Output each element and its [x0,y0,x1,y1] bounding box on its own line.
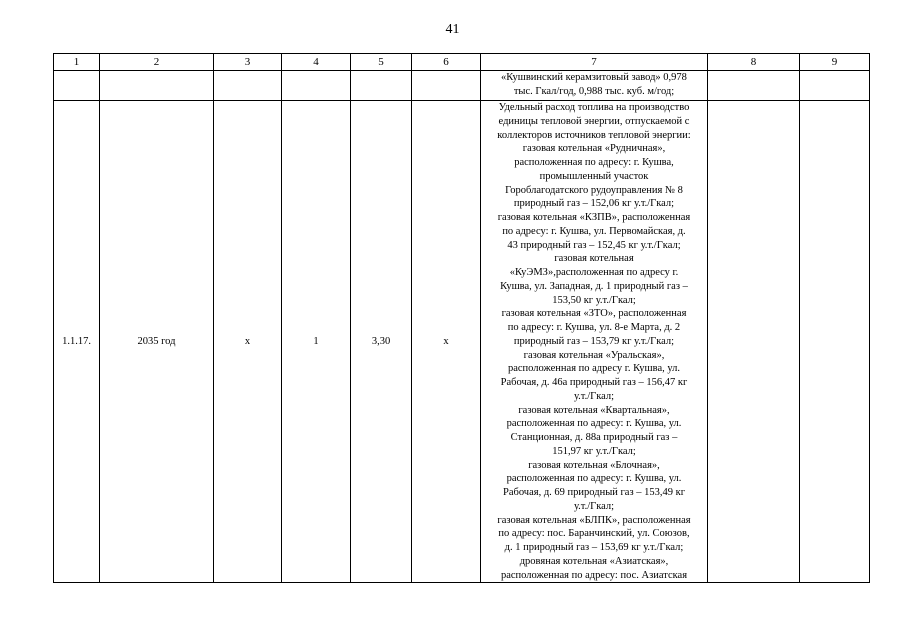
description-line: по адресу: пос. Баранчинский, ул. Союзов, [498,528,690,540]
cont-cell-9 [800,71,870,101]
description-line: газовая котельная «ЗТО», расположенная [501,308,687,320]
cont-cell-6 [412,71,481,101]
description-line: расположенная по адресу: г. Кушва, ул. [506,473,682,485]
row-number-cell: 1.1.17. [54,101,100,583]
year-cell: 2035 год [100,101,214,583]
cont-description-line: тыс. Гкал/год, 0,988 тыс. куб. м/год; [513,85,675,97]
description-line: по адресу: г. Кушва, ул. 8-е Марта, д. 2 [507,322,681,333]
description-line: «КуЭМЗ»,расположенная по адресу г. [509,267,679,278]
description-line: газовая котельная «Уральская», [523,349,665,361]
description-line: единицы тепловой энергии, отпускаемой с [498,115,690,127]
description-line: расположенная по адресу: г. Кушва, ул. [506,418,682,430]
col9-cell [800,101,870,583]
header-col-7: 7 [481,54,708,71]
description-line: Удельный расход топлива на производство [498,102,690,113]
header-col-1: 1 [54,54,100,71]
description-line: по адресу: г. Кушва, ул. Первомайская, д. [502,225,686,237]
cont-cell-3 [214,71,282,101]
table-header-row [54,54,870,71]
description-line: Гороблагодатского рудоуправления № 8 [505,184,683,196]
cont-cell-5 [351,71,412,101]
description-line: у.т./Гкал; [573,390,615,402]
page-number: 41 [445,22,460,37]
header-col-8: 8 [708,54,800,71]
description-line: природный газ – 152,06 кг у.т./Гкал; [513,198,675,210]
header-col-4: 4 [282,54,351,71]
description-line: расположенная по адресу: г. Кушва, [514,157,674,168]
col5-cell: 3,30 [351,101,412,583]
description-line: Рабочая, д. 69 природный газ – 153,49 кг [502,487,686,498]
data-table [53,53,870,583]
cont-description-line: «Кушвинский керамзитовый завод» 0,978 [501,72,687,83]
description-cell [481,101,708,583]
description-line: газовая котельная «БЛПК», расположенная [497,514,691,526]
table-row-1-1-17 [54,101,870,583]
header-col-5: 5 [351,54,412,71]
cont-cell-2 [100,71,214,101]
description-line: 151,97 кг у.т./Гкал; [552,445,636,457]
cont-cell-8 [708,71,800,101]
col8-cell [708,101,800,583]
description-line: Станционная, д. 88а природный газ – [510,432,678,443]
description-line: промышленный участок [539,170,649,182]
description-line: 153,50 кг у.т./Гкал; [552,294,636,306]
description-line: д. 1 природный газ – 153,69 кг у.т./Гкал; [504,542,684,553]
description-line: дровяная котельная «Азиатская», [519,555,669,567]
header-col-2: 2 [100,54,214,71]
col4-cell: 1 [282,101,351,583]
description-line: расположенная по адресу г. Кушва, ул. [507,363,681,375]
header-col-3: 3 [214,54,282,71]
cont-cell-1 [54,71,100,101]
description-line: газовая котельная «Квартальная», [518,404,670,416]
description-line: расположенная по адресу: пос. Азиатская [500,569,688,581]
description-line: газовая котельная [554,253,634,265]
description-line: коллекторов источников тепловой энергии: [497,129,691,141]
description-line: у.т./Гкал; [573,500,615,512]
description-line: газовая котельная «Рудничная», [522,143,666,155]
col3-cell: х [214,101,282,583]
description-line: Рабочая, д. 46а природный газ – 156,47 кг [500,377,688,388]
table-row-continuation [54,71,870,101]
cont-cell-description [481,71,708,101]
description-line: газовая котельная «КЗПВ», расположенная [497,212,691,223]
description-line: 43 природный газ – 152,45 кг у.т./Гкал; [507,239,681,251]
header-col-6: 6 [412,54,481,71]
description-line: Кушва, ул. Западная, д. 1 природный газ – [500,280,688,292]
header-col-9: 9 [800,54,870,71]
cont-cell-4 [282,71,351,101]
col6-cell: х [412,101,481,583]
description-line: газовая котельная «Блочная», [528,459,660,471]
description-line: природный газ – 153,79 кг у.т./Гкал; [513,335,675,347]
